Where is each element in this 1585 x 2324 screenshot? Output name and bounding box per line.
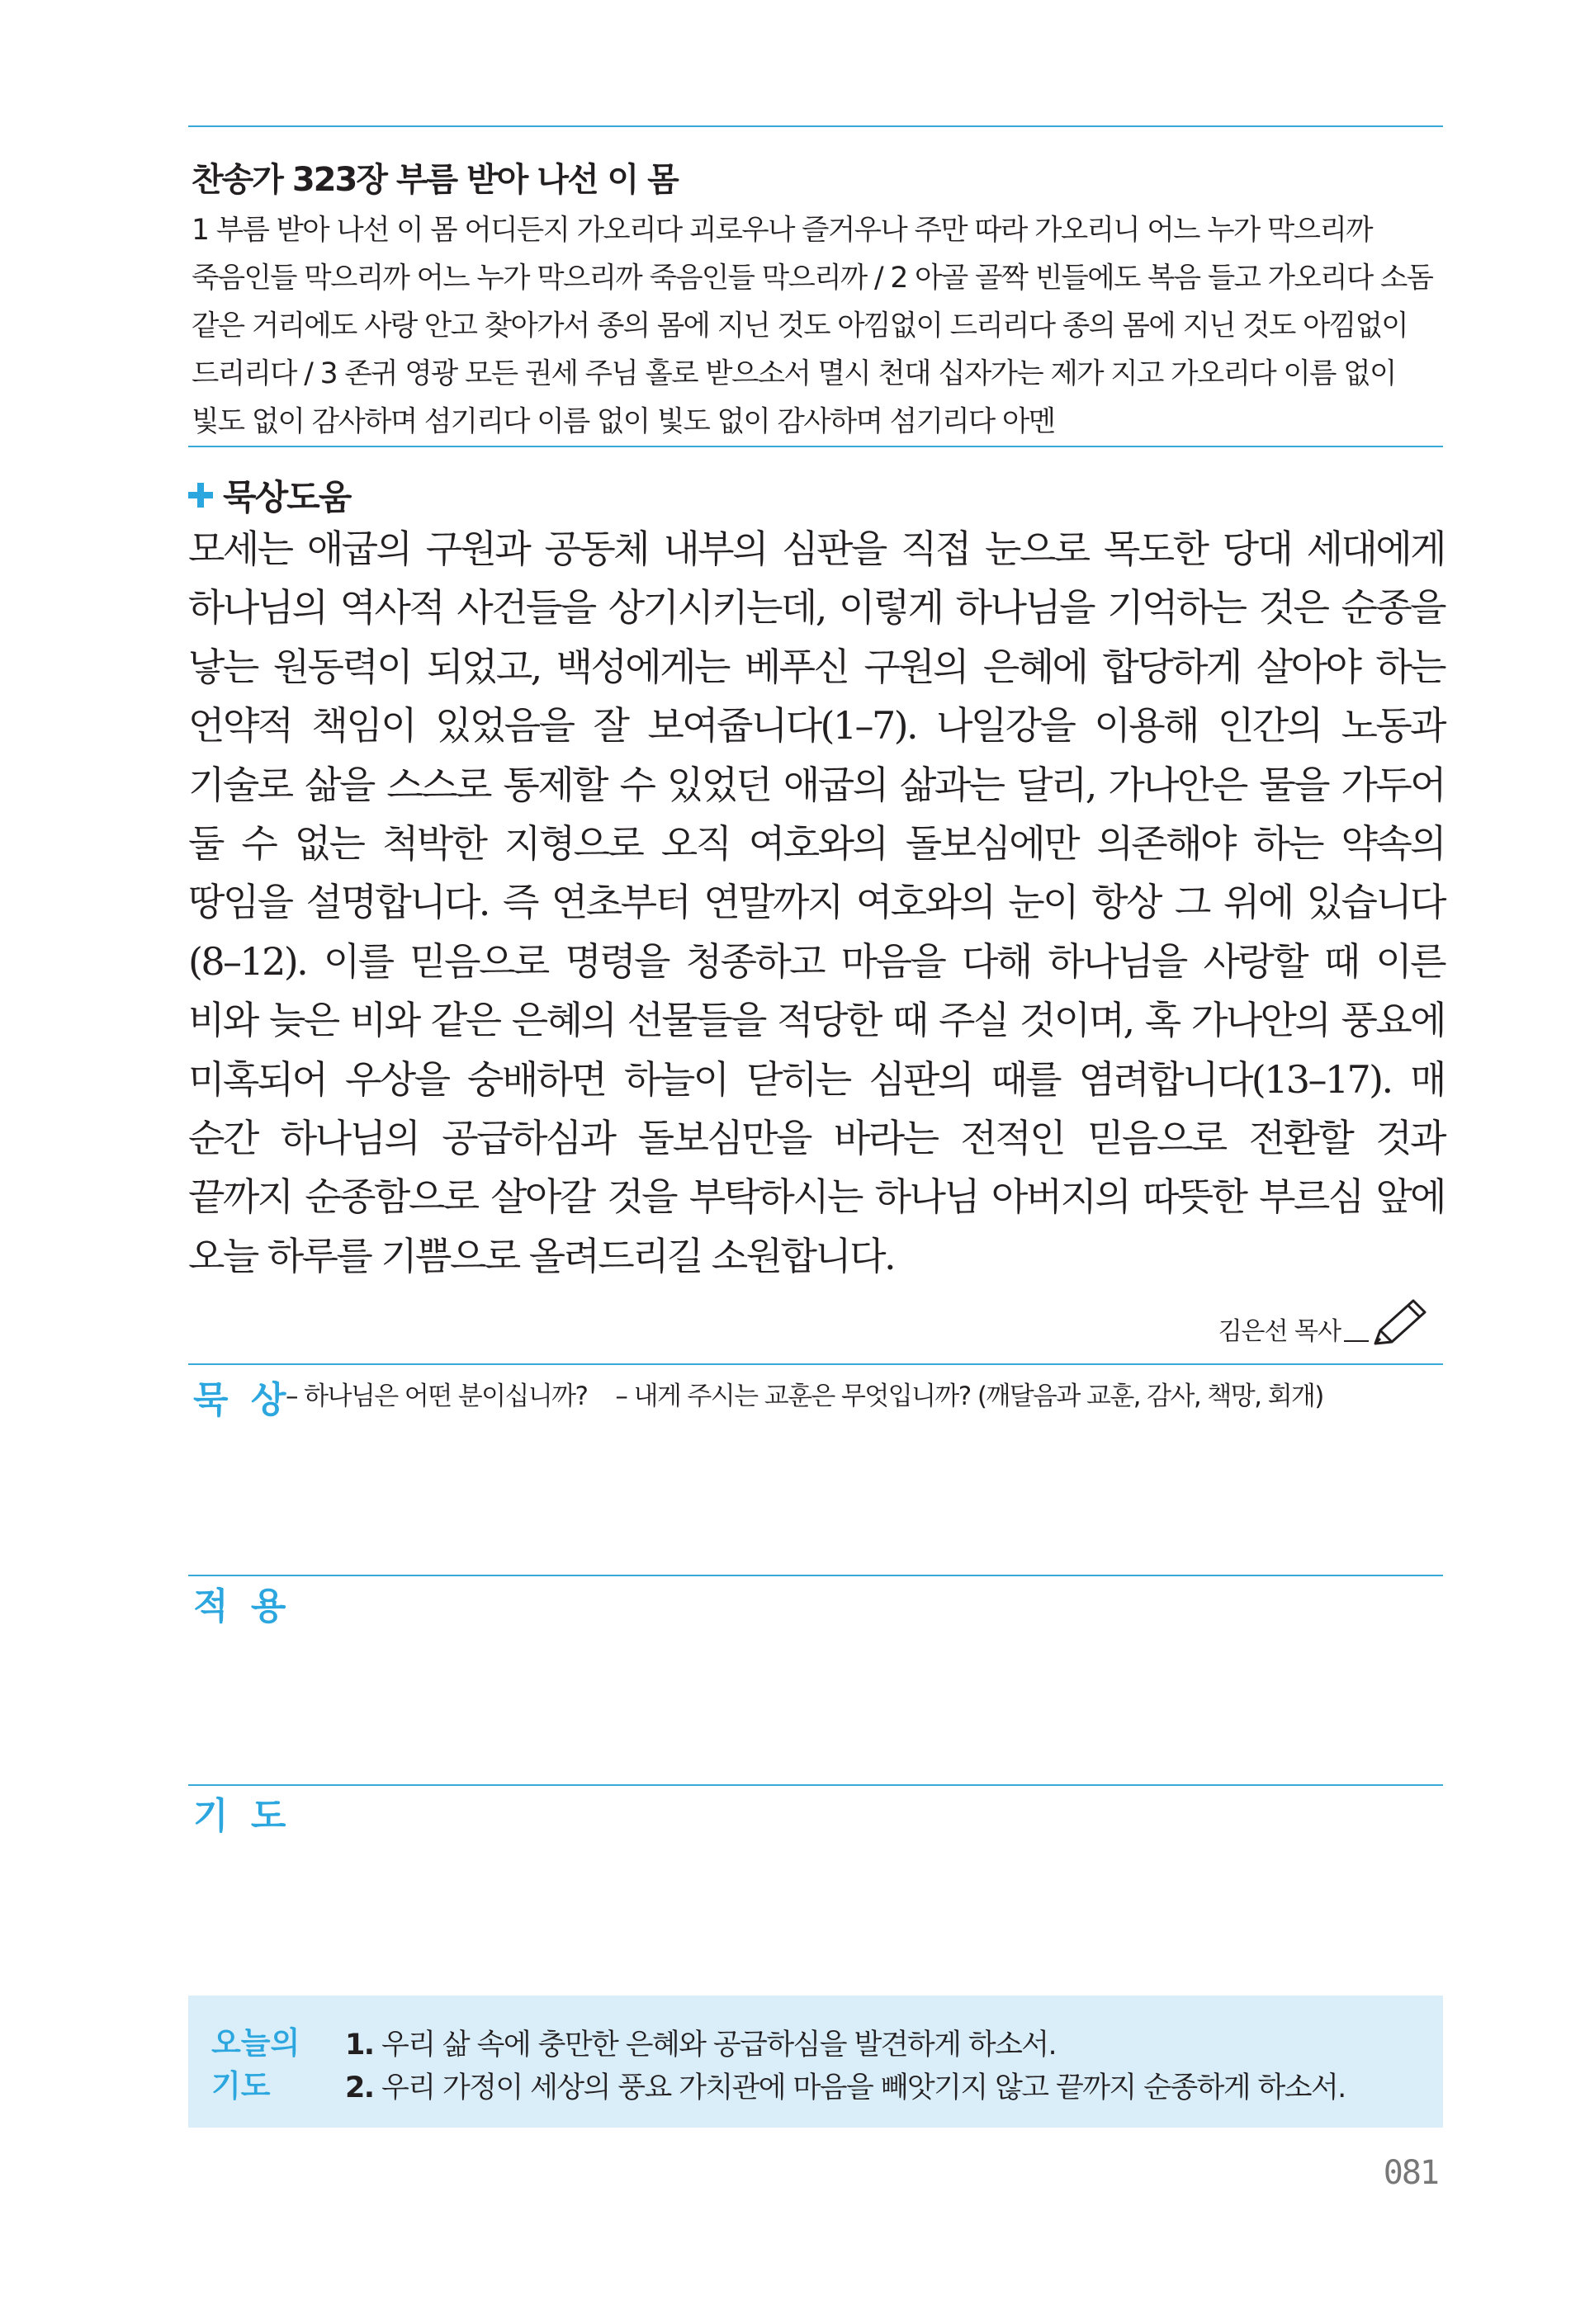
hymn-bottom-rule <box>188 446 1443 447</box>
prayer-rule <box>188 1784 1443 1786</box>
author-name: 김은선 목사 <box>1218 1317 1341 1346</box>
item-text: 우리 가정이 세상의 풍요 가치관에 마음을 빼앗기지 않고 끝까지 순종하게 하소서. <box>373 2071 1346 2104</box>
meditation-help-body: 모세는 애굽의 구원과 공동체 내부의 심판을 직접 눈으로 목도한 당대 세대에게 하나님의 역사적 사건들을 상기시키는데, 이렇게 하나님을 기억하는 것은 순종을 낳는 원동력이 되었고, 백성에게는 베푸신 구원의 은혜에 합당하게 살아야 하는 언약적 책임이 있었음을 잘 보여줍니다(1–7). 나일강을 이용해 인간의 노동과 기술로 삶을 스스로 통제할 수 있었던 애굽의 삶과는 달리, 가나안은 물을 가두어 둘 수 없는 척박한 지형으로 오직 여호와의 돌보심에만 의존해야 하는 약속의 땅임을 설명합니다. 즉 연초부터 연말까지 여호와의 눈이 항상 그 위에 있습니다(8–12). 이를 믿음으로 명령을 청종하고 마음을 다해 하나님을 사랑할 때 이른 비와 늦은 비와 같은 은혜의 선물들을 적당한 때 주실 것이며, 혹 가나안의 풍요에 미혹되어 우상을 숭배하면 하늘이 닫히는 심판의 때를 염려합니다(13–17). 매 순간 하나님의 공급하심과 돌보심만을 바라는 전적인 믿음으로 전환할 것과 끝까지 순종함으로 살아갈 것을 부탁하시는 하나님 아버지의 따뜻한 부르심 앞에 오늘 하루를 기쁨으로 올려드리길 소원합니다. <box>188 527 1445 1278</box>
hymn-title: 찬송가 323장 부름 받아 나선 이 몸 <box>192 161 678 199</box>
item-number: 2. <box>345 2071 374 2104</box>
list-item <box>345 2024 1346 2067</box>
hymn-lyrics: 1 부름 받아 나선 이 몸 어디든지 가오리다 괴로우나 즐거우나 주만 따라 가오리니 어느 누가 막으리까 죽음인들 막으리까 어느 누가 막으리까 죽음인들 막으리까 / 2 아골 골짝 빈들에도 복음 들고 가오리다 소돔 같은 거리에도 사랑 안고 찾아가서 종의 몸에 지닌 것도 아낌없이 드리리다 종의 몸에 지닌 것도 아낌없이 드리리다 / 3 존귀 영광 모든 권세 주님 홀로 받으소서 멸시 천대 십자가는 제가 지고 가오리다 이름 없이 빛도 없이 감사하며 섬기리다 이름 없이 빛도 없이 감사하며 섬기리다 아멘 <box>192 214 1433 438</box>
application-rule <box>188 1575 1443 1576</box>
todays-prayer-label <box>211 2022 300 2108</box>
list-item <box>345 2067 1346 2109</box>
todays-prayer-list <box>345 2024 1346 2109</box>
author-signature <box>1218 1297 1431 1347</box>
pencil-icon <box>1372 1297 1431 1349</box>
meditation-label: 묵 상 <box>193 1379 291 1421</box>
plus-icon <box>188 483 213 508</box>
meditation-prompts <box>286 1375 1323 1412</box>
top-rule <box>188 125 1443 127</box>
todays-prayer-box <box>188 1996 1443 2128</box>
meditation-help-heading <box>188 470 350 520</box>
item-number: 1. <box>345 2029 374 2062</box>
signature-line <box>1344 1340 1369 1342</box>
item-text: 우리 삶 속에 충만한 은혜와 공급하심을 발견하게 하소서. <box>373 2029 1057 2062</box>
meditation-rule <box>188 1363 1443 1365</box>
application-label: 적 용 <box>193 1585 291 1627</box>
meditation-help-title: 묵상도움 <box>223 477 351 517</box>
page-number: 081 <box>1383 2154 1438 2192</box>
todays-prayer-label-line2: 기도 <box>211 2068 271 2104</box>
todays-prayer-label-line1: 오늘의 <box>211 2025 300 2061</box>
prayer-label: 기 도 <box>193 1795 291 1837</box>
prompt-who-is-god: – 하나님은 어떤 분이십니까? <box>286 1382 588 1411</box>
prompt-lesson: – 내게 주시는 교훈은 무엇입니까? (깨달음과 교훈, 감사, 책망, 회개) <box>615 1382 1323 1411</box>
